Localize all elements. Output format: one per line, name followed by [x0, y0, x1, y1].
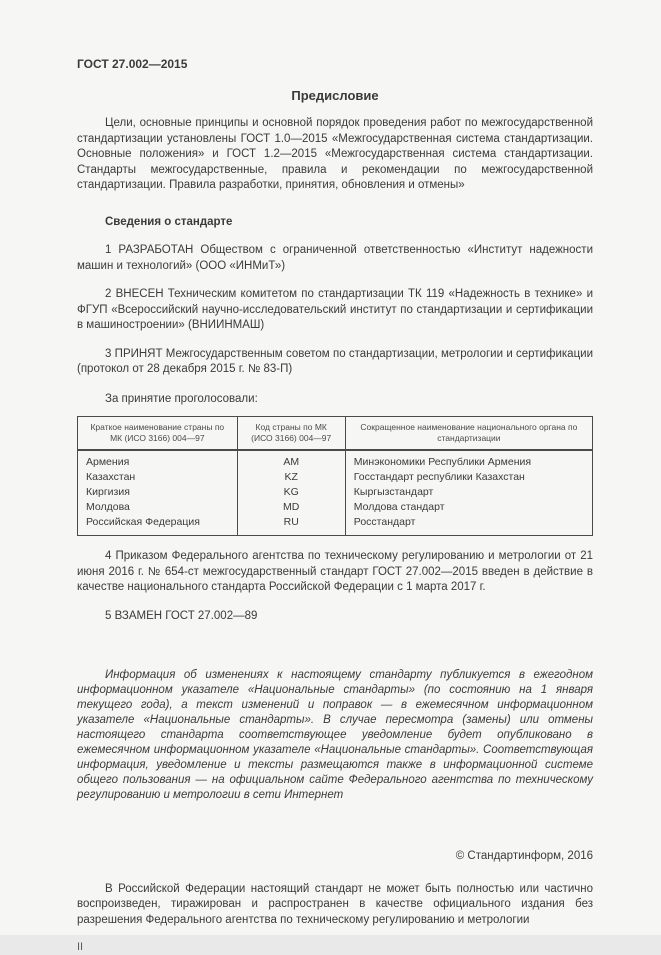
amendments-info-notice: Информация об изменениях к настоящему стандарту публикуется в ежегодном информационном указателе «Национальные стандарты» (по состоянию на 1 января текущего года), а текст изменений и поправок — в ежемесячном информационном указателе «Национальные стандарты». В случае пересмотра (замены) или отмены настоящего стандарта соответствующее уведомление будет опубликовано в ежемесячном информационном указателе «Национальные стандарты». Соответствующая информация, уведомление и тексты размещаются также в информационной системе общего пользования — на официальном сайте Федерального агентства по техническому регулированию и метрологии в сети Интернет	[77, 668, 593, 803]
cell-body: Росстандарт	[345, 515, 592, 536]
cell-country: Киргизия	[78, 485, 238, 500]
cell-code: KG	[237, 485, 345, 500]
table-row	[78, 485, 593, 500]
standard-info-item-3: 3 ПРИНЯТ Межгосударственным советом по стандартизации, метрологии и сертификации (протокол от 28 декабря 2015 г. № 83-П)	[77, 347, 593, 378]
cell-body: Молдова стандарт	[345, 500, 592, 515]
column-header-country-code: Код страны по МК (ИСО 3166) 004—97	[237, 417, 345, 451]
vote-label: За принятие проголосовали:	[77, 392, 593, 408]
copyright-line: © Стандартинформ, 2016	[77, 849, 593, 865]
reproduction-restriction-notice: В Российской Федерации настоящий стандарт не может быть полностью или частично воспроизведен, тиражирован и распространен в качестве официального издания без разрешения Федерального агентства по техническому регулированию и метрологии	[77, 882, 593, 929]
page-number: II	[77, 940, 593, 955]
standard-info-item-2: 2 ВНЕСЕН Техническим комитетом по стандартизации ТК 119 «Надежность в технике» и ФГУП «Всероссийский научно-исследовательский институт по стандартизации и сертификации в машиностроении» (ВНИИНМАШ)	[77, 287, 593, 334]
standard-info-item-1: 1 РАЗРАБОТАН Обществом с ограниченной ответственностью «Институт надежности машин и технологий» (ООО «ИНМиТ»)	[77, 243, 593, 274]
table-header-row	[78, 417, 593, 451]
intro-paragraph: Цели, основные принципы и основной порядок проведения работ по межгосударственной стандартизации установлены ГОСТ 1.0—2015 «Межгосударственная система стандартизации. Основные положения» и ГОСТ 1.2—2015 «Межгосударственная система стандартизации. Стандарты межгосударственные, правила и рекомендации по межгосударственной стандартизации. Правила разработки, принятия, обновления и отмены»	[77, 116, 593, 194]
column-header-country: Краткое наименование страны по МК (ИСО 3166) 004—97	[78, 417, 238, 451]
table-row	[78, 450, 593, 470]
cell-body: Госстандарт республики Казахстан	[345, 470, 592, 485]
cell-body: Кыргызстандарт	[345, 485, 592, 500]
section-heading-standard-info: Сведения о стандарте	[77, 215, 593, 231]
standard-info-item-5: 5 ВЗАМЕН ГОСТ 27.002—89	[77, 609, 593, 625]
document-code: ГОСТ 27.002—2015	[77, 57, 593, 73]
table-row	[78, 515, 593, 536]
cell-country: Казахстан	[78, 470, 238, 485]
cell-code: AM	[237, 450, 345, 470]
cell-code: RU	[237, 515, 345, 536]
cell-country: Армения	[78, 450, 238, 470]
cell-country: Молдова	[78, 500, 238, 515]
table-row	[78, 500, 593, 515]
standard-info-item-4: 4 Приказом Федерального агентства по техническому регулированию и метрологии от 21 июня 2016 г. № 654-ст межгосударственный стандарт ГОСТ 27.002—2015 введен в действие в качестве национального стандарта Российской Федерации с 1 марта 2017 г.	[77, 549, 593, 596]
cell-body: Минэкономики Республики Армения	[345, 450, 592, 470]
cell-code: MD	[237, 500, 345, 515]
table-row	[78, 470, 593, 485]
cell-code: KZ	[237, 470, 345, 485]
page-title: Предисловие	[77, 88, 593, 104]
column-header-national-body: Сокращенное наименование национального органа по стандартизации	[345, 417, 592, 451]
voting-countries-table	[77, 416, 593, 536]
cell-country: Российская Федерация	[78, 515, 238, 536]
